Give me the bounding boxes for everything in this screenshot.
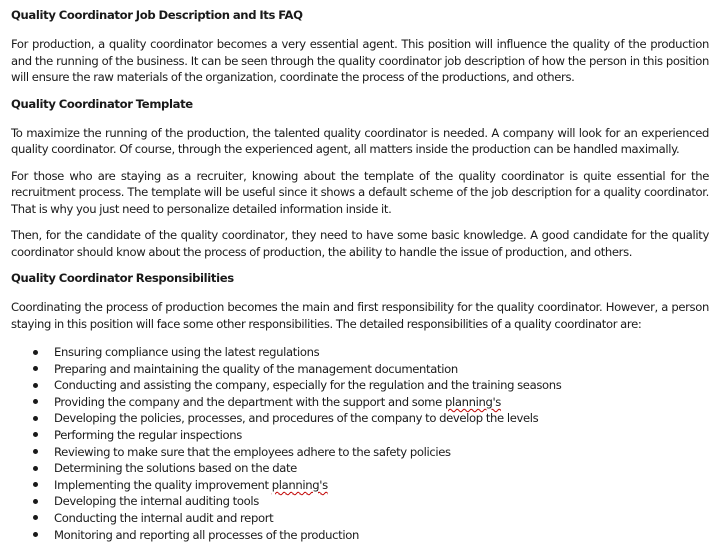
spellcheck-word: planning's	[444, 394, 501, 409]
document-title: Quality Coordinator Job Description and Its FAQ	[11, 8, 303, 22]
responsibilities-intro: Coordinating the process of production becomes the main and first responsibility for the quality coordinator. However, a person staying in this position will face some other responsibilities. The detailed responsibilities of a quality coordinator are:	[11, 300, 709, 331]
bullet-icon	[33, 350, 38, 355]
list-item	[11, 394, 709, 411]
list-item	[11, 344, 709, 361]
bullet-icon	[33, 449, 38, 454]
template-paragraph-1: To maximize the running of the production, the talented quality coordinator is needed. A company will look for an experienced quality coordinator. Of course, through the experienced agent, all matters inside the production can be handled maximally.	[11, 125, 709, 156]
bullet-icon	[33, 416, 38, 421]
list-item	[11, 527, 709, 544]
bullet-icon	[33, 466, 38, 471]
bullet-icon	[33, 499, 38, 504]
spellcheck-word: planning's	[271, 477, 328, 492]
bullet-icon	[33, 532, 38, 537]
list-item	[11, 477, 709, 494]
responsibilities-list	[11, 344, 709, 543]
list-item-text: Performing the regular inspections	[54, 427, 242, 442]
list-item	[11, 493, 709, 510]
list-item	[11, 427, 709, 444]
list-item-text: Preparing and maintaining the quality of the management documentation	[54, 361, 458, 376]
template-heading: Quality Coordinator Template	[11, 96, 193, 111]
template-paragraph-3: Then, for the candidate of the quality coordinator, they need to have some basic knowledge. A good candidate for the quality coordinator should know about the process of production, the ability to handle the issue of production, and others.	[11, 228, 709, 259]
responsibilities-heading: Quality Coordinator Responsibilities	[11, 271, 234, 285]
list-item-text: Determining the solutions based on the date	[54, 461, 297, 476]
list-item	[11, 410, 709, 427]
template-paragraph-2: For those who are staying as a recruiter, knowing about the template of the quality coordinator is quite essential for the recruitment process. The template will be useful since it shows a default scheme of the job description for a quality coordinator. That is why you just need to personalize detailed information inside it.	[11, 168, 709, 216]
list-item	[11, 510, 709, 527]
list-item	[11, 377, 709, 394]
bullet-icon	[33, 432, 38, 437]
list-item	[11, 444, 709, 461]
list-item-text: Developing the policies, processes, and procedures of the company to develop the levels	[54, 411, 539, 426]
list-item-text: Monitoring and reporting all processes of the production	[54, 527, 359, 542]
list-item-text: Providing the company and the department with the support and some planning's	[54, 394, 501, 409]
list-item-text: Ensuring compliance using the latest regulations	[54, 345, 320, 359]
list-item-text: Conducting and assisting the company, especially for the regulation and the training seasons	[54, 378, 562, 393]
list-item-text: Conducting the internal audit and report	[54, 510, 274, 525]
document-page	[11, 7, 709, 543]
bullet-icon	[33, 399, 38, 404]
bullet-icon	[33, 366, 38, 371]
bullet-icon	[33, 383, 38, 388]
list-item	[11, 460, 709, 477]
bullet-icon	[33, 515, 38, 520]
list-item-text: Developing the internal auditing tools	[54, 494, 259, 509]
list-item-text: Implementing the quality improvement planning's	[54, 477, 328, 492]
intro-paragraph: For production, a quality coordinator becomes a very essential agent. This position will influence the quality of the production and the running of the business. It can be seen through the quality coordinator job description of how the person in this position will ensure the raw materials of the organization, coordinate the process of the productions, and others.	[11, 37, 709, 84]
bullet-icon	[33, 482, 38, 487]
list-item	[11, 361, 709, 378]
list-item-text: Reviewing to make sure that the employees adhere to the safety policies	[54, 444, 451, 459]
